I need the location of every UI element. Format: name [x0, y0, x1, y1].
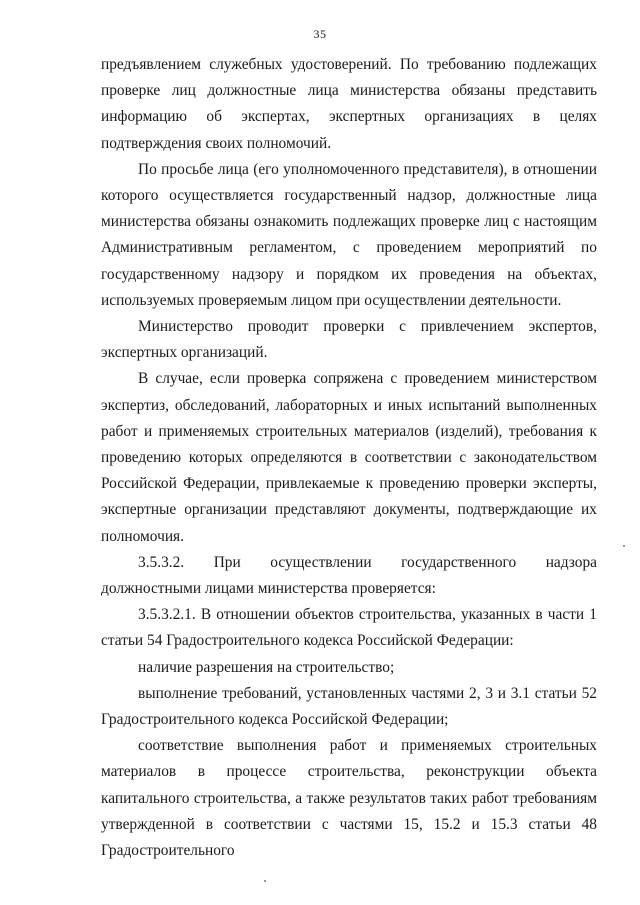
paragraph-experts-involvement: Министерство проводит проверки с привлечением экспертов, экспертных организаций.	[101, 318, 597, 362]
scan-speck	[623, 545, 625, 547]
paragraph-clause-3-5-3-2-1: 3.5.3.2.1. В отношении объектов строительства, указанных в части 1 статьи 54 Градостроительного кодекса Российской Федерации:	[101, 606, 597, 650]
paragraph-expertise-documents: В случае, если проверка сопряжена с проведением министерством экспертиз, обследований, лабораторных и иных испытаний выполненных работ и применяемых строительных материалов (изделий), требования к проведению которых определяются в соответствии с законодательством Российской Федерации, привлекаемые к проведению проверки эксперты, экспертные организации представляют документы, подтверждающие их полномочия.	[101, 370, 597, 545]
scan-speck	[264, 880, 266, 882]
document-body	[101, 52, 597, 864]
paragraph-regulation-familiarization: По просьбе лица (его уполномоченного представителя), в отношении которого осуществляется государственный надзор, должностные лица министерства обязаны ознакомить подлежащих проверке лиц с настоящим Административным регламентом, с проведением мероприятий по государственному надзору и порядком их проведения на объектах, используемых проверяемым лицом при осуществлении деятельности.	[101, 160, 597, 309]
paragraph-clause-3-5-3-2: 3.5.3.2. При осуществлении государственного надзора должностными лицами министерства проверяется:	[101, 553, 597, 598]
paragraph-works-compliance: соответствие выполнения работ и применяемых строительных материалов в процессе строительства, реконструкции объекта капитального строительства, а также результатов таких работ требованиям утвержденной в соответствии с частями 15, 15.2 и 15.3 статьи 48 Градостроительного	[101, 737, 597, 860]
paragraph-requirements-article-52: выполнение требований, установленных частями 2, 3 и 3.1 статьи 52 Градостроительного кодекса Российской Федерации;	[101, 684, 597, 729]
page-number: 35	[313, 27, 327, 41]
paragraph-building-permit: наличие разрешения на строительство;	[138, 658, 395, 676]
paragraph-credentials: предъявлением служебных удостоверений. По требованию подлежащих проверке лиц должностные лица министерства обязаны представить информацию об экспертах, экспертных организациях в целях подтверждения своих полномочий.	[101, 56, 597, 152]
